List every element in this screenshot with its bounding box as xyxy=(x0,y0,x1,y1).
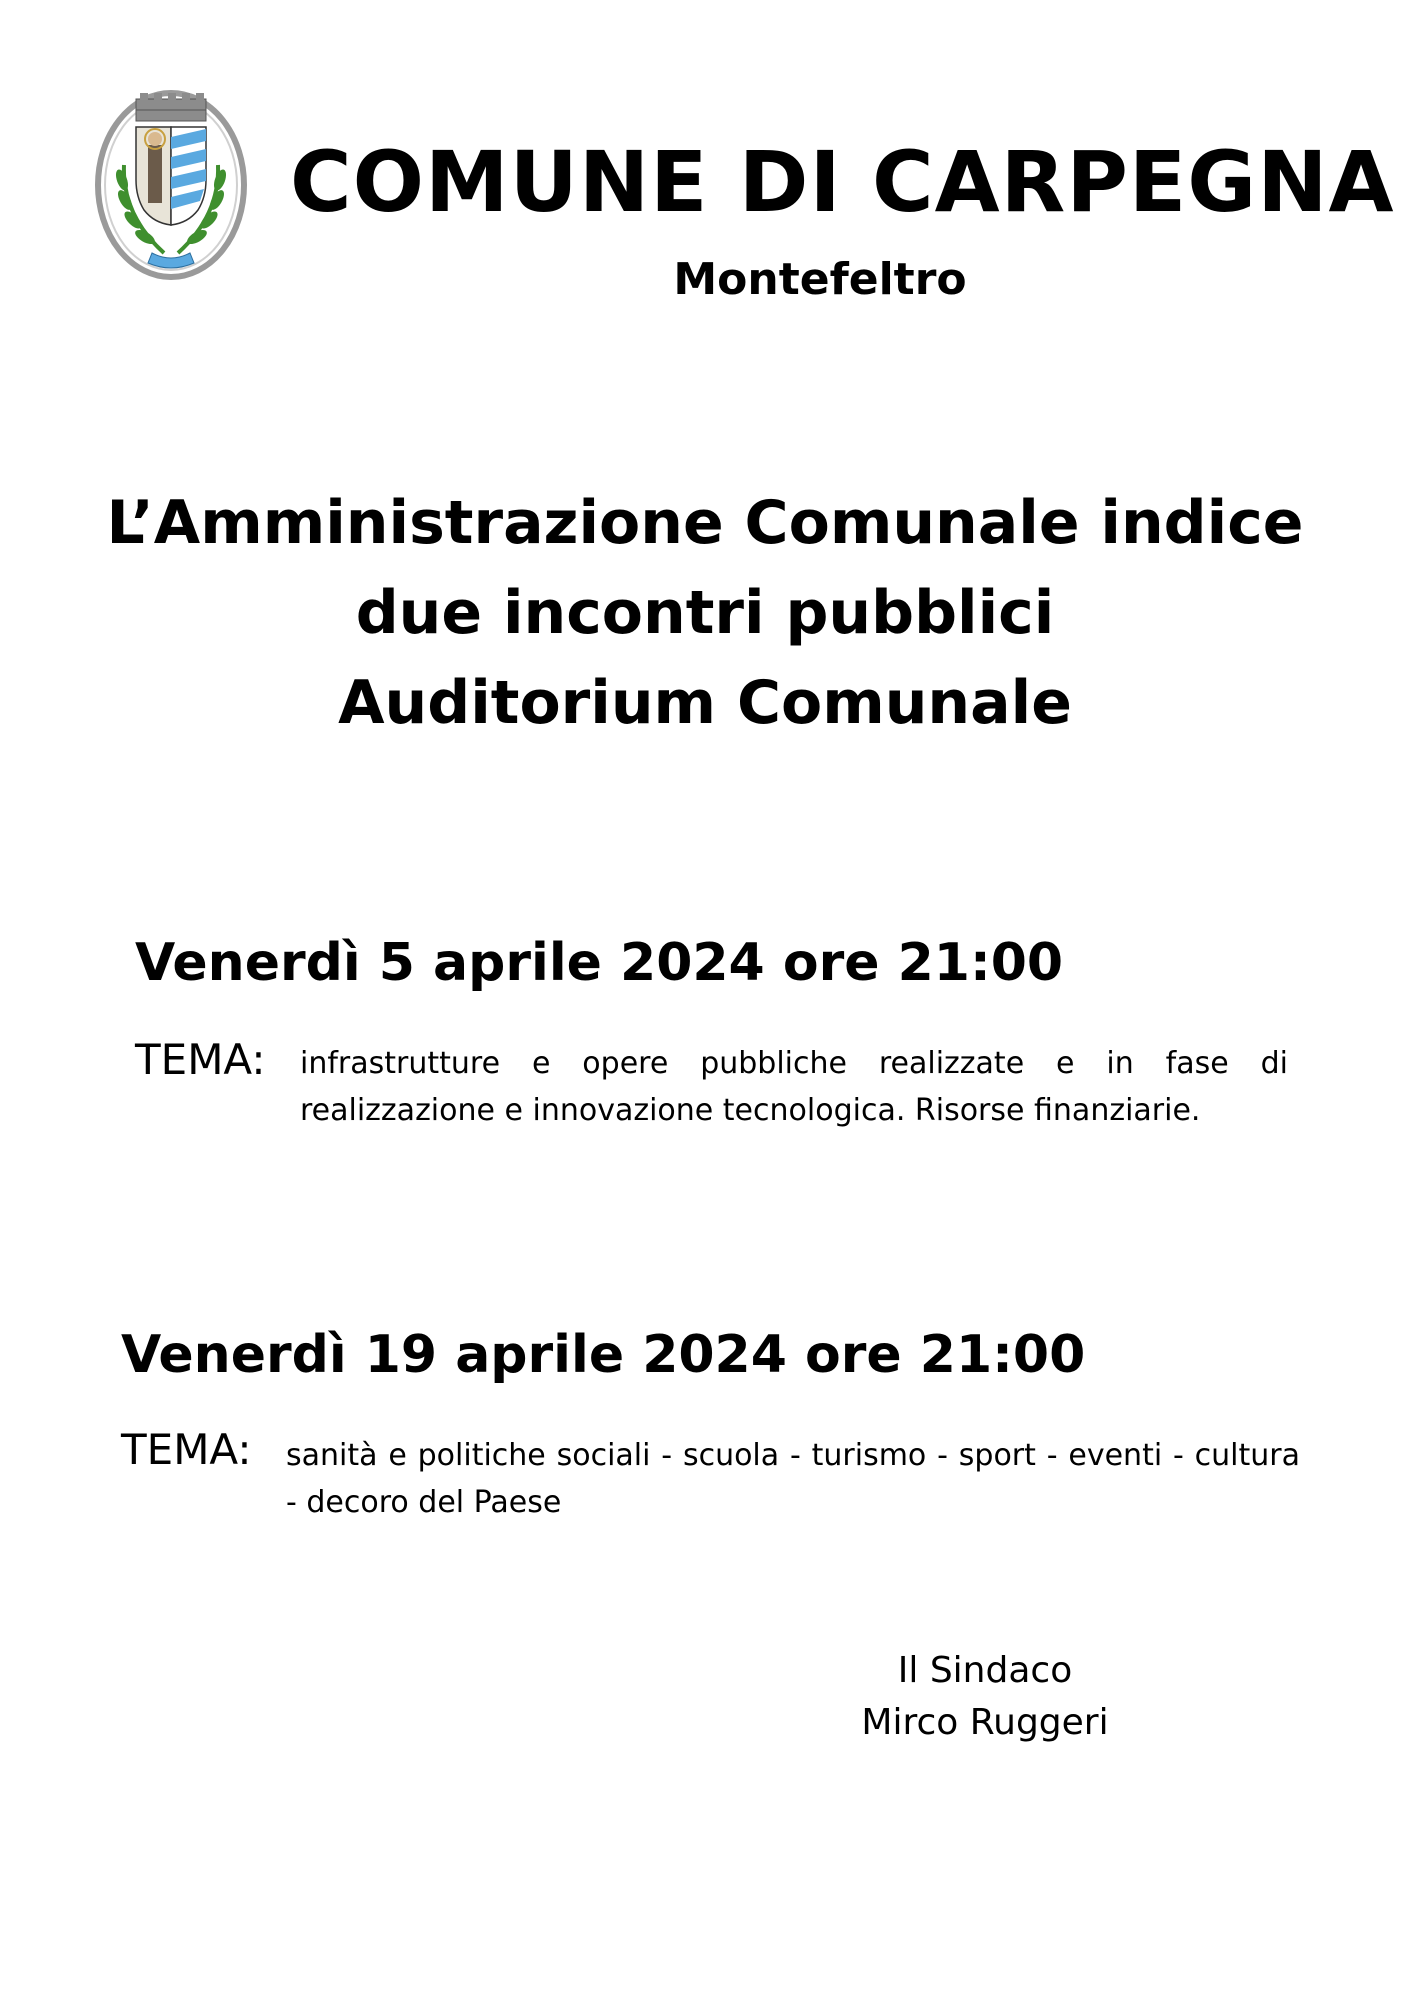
tema-text: infrastrutture e opere pubbliche realizzate e in fase di realizzazione e innovazione tecnologica. Risorse finanziarie. xyxy=(300,1046,1288,1128)
coat-of-arms-icon xyxy=(94,85,249,280)
tema-label: TEMA: xyxy=(121,1425,252,1474)
signature-name: Mirco Ruggeri xyxy=(861,1702,1109,1743)
tema-text: sanità e politiche sociali - scuola - turismo - sport - eventi - cultura - decoro del Paese xyxy=(286,1438,1300,1520)
meeting-date: Venerdì 19 aprile 2024 ore 21:00 xyxy=(121,1325,1086,1385)
announcement-line: due incontri pubblici xyxy=(355,578,1055,648)
page-subtitle: Montefeltro xyxy=(673,254,967,305)
announcement xyxy=(60,478,1350,748)
page-title: COMUNE DI CARPEGNA xyxy=(290,133,1395,231)
signature-block xyxy=(820,1645,1150,1749)
tema-label: TEMA: xyxy=(135,1035,266,1084)
signature-role: Il Sindaco xyxy=(897,1650,1073,1691)
announcement-line: L’Amministrazione Comunale indice xyxy=(106,488,1304,558)
meeting-date: Venerdì 5 aprile 2024 ore 21:00 xyxy=(135,933,1064,993)
announcement-line: Auditorium Comunale xyxy=(338,668,1072,738)
